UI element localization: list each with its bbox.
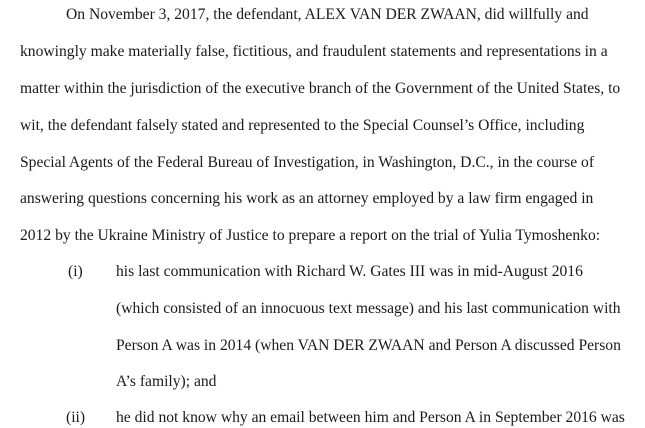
paragraph-line: matter within the jurisdiction of the executive branch of the Government of the United States, to bbox=[20, 80, 621, 97]
paragraph-line: wit, the defendant falsely stated and represented to the Special Counsel’s Office, including bbox=[20, 117, 585, 134]
paragraph-line: Special Agents of the Federal Bureau of Investigation, in Washington, D.C., in the course of bbox=[20, 154, 595, 171]
paragraph-line: 2012 by the Ukraine Ministry of Justice to prepare a report on the trial of Yulia Tymoshenko: bbox=[20, 227, 601, 244]
list-item-line: A’s family); and bbox=[116, 373, 217, 390]
list-item-line: his last communication with Richard W. Gates III was in mid-August 2016 bbox=[116, 263, 583, 280]
paragraph-line: answering questions concerning his work as an attorney employed by a law firm engaged in bbox=[20, 190, 594, 207]
list-item-marker: (i) bbox=[68, 263, 83, 280]
list-item-line: he did not know why an email between him and Person A in September 2016 was bbox=[116, 409, 625, 426]
list-item-marker: (ii) bbox=[66, 409, 86, 426]
list-item-line: (which consisted of an innocuous text message) and his last communication with bbox=[116, 300, 621, 317]
paragraph-line: knowingly make materially false, fictitious, and fraudulent statements and representations in a bbox=[20, 43, 608, 60]
list-item-line: Person A was in 2014 (when VAN DER ZWAAN and Person A discussed Person bbox=[116, 337, 621, 354]
paragraph-line: On November 3, 2017, the defendant, ALEX VAN DER ZWAAN, did willfully and bbox=[66, 6, 589, 23]
